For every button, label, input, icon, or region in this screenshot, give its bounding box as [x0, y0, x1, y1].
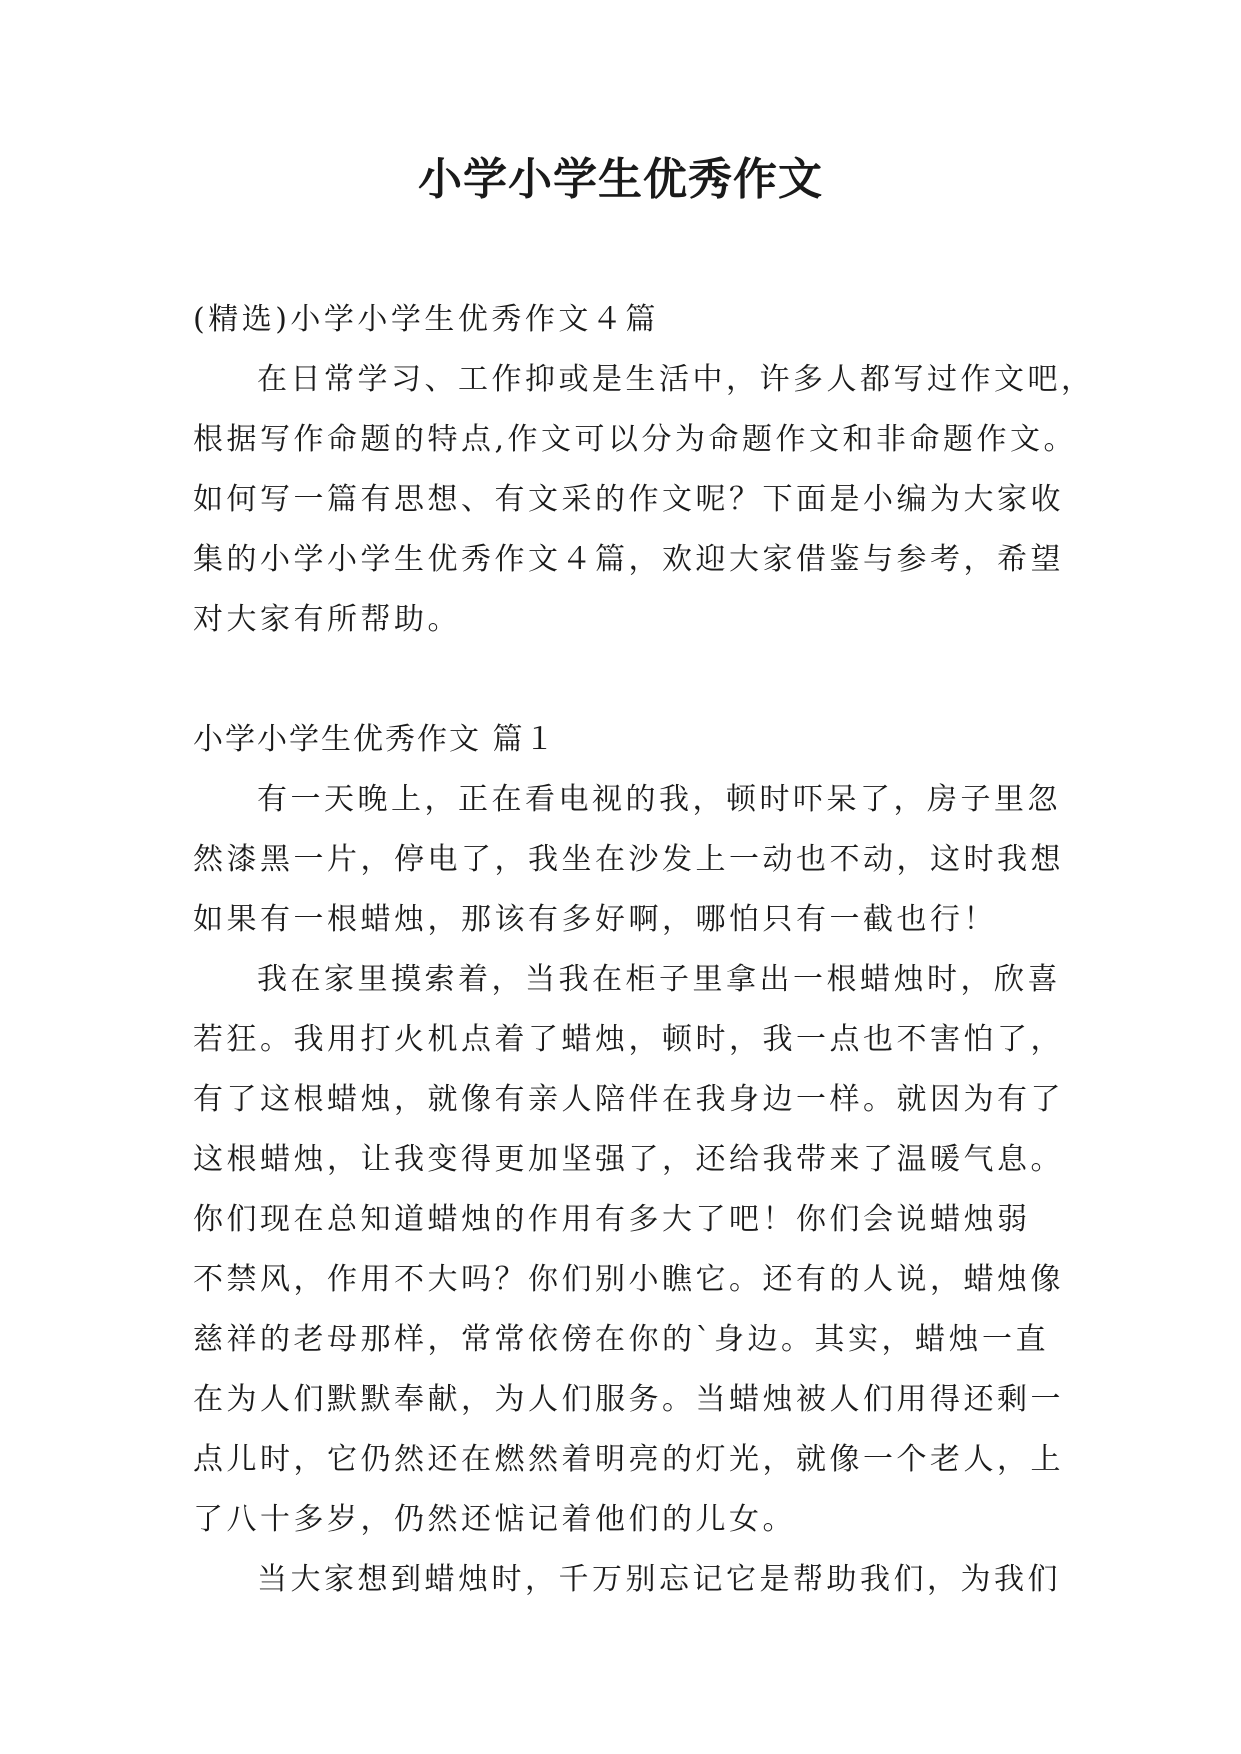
intro-line: 集的小学小学生优秀作文４篇，欢迎大家借鉴与参考，希望: [193, 542, 1064, 577]
paragraph-line: 我在家里摸索着，当我在柜子里拿出一根蜡烛时，欣喜: [257, 962, 1061, 997]
paragraph-line: 在为人们默默奉献，为人们服务。当蜡烛被人们用得还剩一: [193, 1382, 1064, 1417]
paragraph-line: 这根蜡烛，让我变得更加坚强了，还给我带来了温暖气息。: [193, 1142, 1064, 1177]
intro-line: 如何写一篇有思想、有文采的作文呢？下面是小编为大家收: [193, 482, 1064, 517]
paragraph-line: 然漆黑一片，停电了，我坐在沙发上一动也不动，这时我想: [193, 842, 1064, 877]
paragraph-line: 你们现在总知道蜡烛的作用有多大了吧！你们会说蜡烛弱: [193, 1202, 1031, 1237]
intro-line: 根据写作命题的特点,作文可以分为命题作文和非命题作文。: [193, 422, 1078, 457]
section-heading: 小学小学生优秀作文 篇１: [193, 722, 557, 757]
section-spacer: [193, 650, 1073, 710]
paragraph-line: 有一天晚上，正在看电视的我，顿时吓呆了，房子里忽: [257, 782, 1061, 817]
intro-line: 对大家有所帮助。: [193, 602, 461, 637]
document-title: 小学小学生优秀作文: [418, 154, 823, 205]
paragraph-line: 有了这根蜡烛，就像有亲人陪伴在我身边一样。就因为有了: [193, 1082, 1064, 1117]
paragraph-line: 了八十多岁，仍然还惦记着他们的儿女。: [193, 1502, 796, 1537]
paragraph-line: 不禁风，作用不大吗？你们别小瞧它。还有的人说，蜡烛像: [193, 1262, 1064, 1297]
document-body: [193, 290, 1095, 1610]
paragraph-line: 若狂。我用打火机点着了蜡烛，顿时，我一点也不害怕了，: [193, 1022, 1064, 1057]
intro-line: 在日常学习、工作抑或是生活中，许多人都写过作文吧，: [257, 362, 1095, 397]
paragraph-line: 如果有一根蜡烛，那该有多好啊，哪怕只有一截也行！: [193, 902, 997, 937]
paragraph-line: 点儿时，它仍然还在燃然着明亮的灯光，就像一个老人，上: [193, 1442, 1064, 1477]
paragraph-line: 当大家想到蜡烛时，千万别忘记它是帮助我们，为我们: [257, 1562, 1061, 1597]
paragraph-line: 慈祥的老母那样，常常依傍在你的`身边。其实，蜡烛一直: [193, 1322, 1049, 1357]
document-subtitle: (精选)小学小学生优秀作文４篇: [193, 302, 659, 337]
